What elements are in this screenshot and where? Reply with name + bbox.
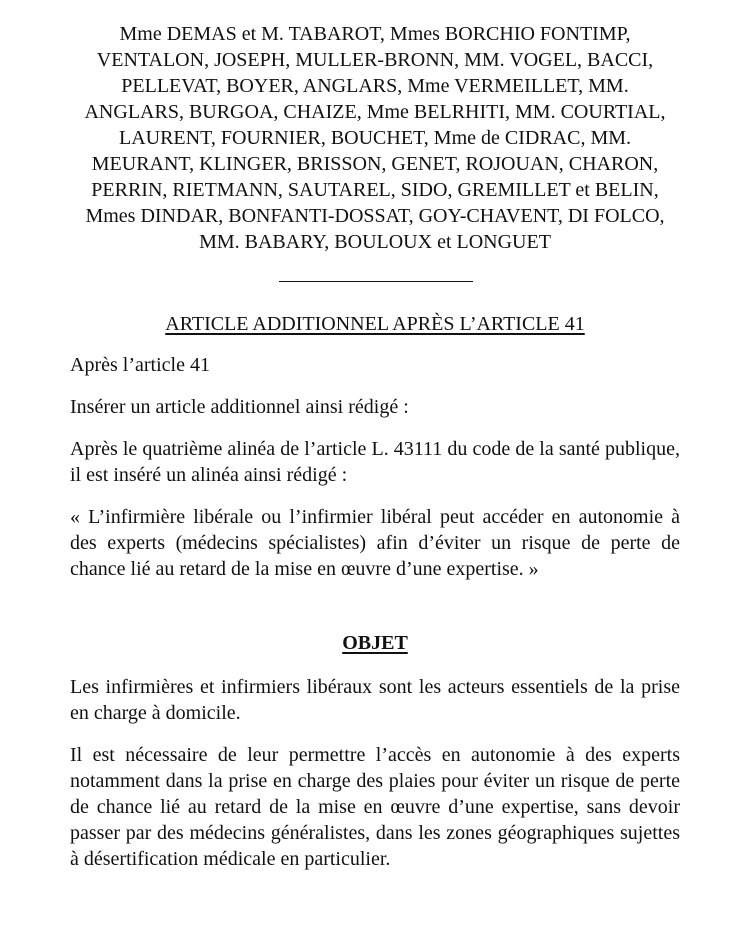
authors-line: ANGLARS, BURGOA, CHAIZE, Mme BELRHITI, MM. COURTIAL,	[84, 101, 666, 123]
objet-paragraph: Les infirmières et infirmiers libéraux sont les acteurs essentiels de la prise en charge à domicile.	[70, 676, 680, 724]
authors-line: Mme DEMAS et M. TABAROT, Mmes BORCHIO FONTIMP,	[119, 23, 631, 45]
objet-paragraph: Il est nécessaire de leur permettre l’accès en autonomie à des experts notamment dans la prise en charge des plaies pour éviter un risque de perte de chance lié au retard de la mise en œuvre d’une expertise, sans devoir passer par des médecins généralistes, dans les zones géographiques sujettes à désertification médicale en particulier.	[70, 744, 680, 870]
authors-line: LAURENT, FOURNIER, BOUCHET, Mme de CIDRAC, MM.	[118, 127, 632, 149]
paragraph: Après l’article 41	[70, 354, 210, 376]
authors-block	[0, 21, 750, 255]
separator-rule	[279, 281, 473, 282]
paragraph: « L’infirmière libérale ou l’infirmier libéral peut accéder en autonomie à des experts (médecins spécialistes) afin d’éviter un risque de perte de chance lié au retard de la mise en œuvre d’une expertise. »	[70, 506, 680, 580]
authors-line: VENTALON, JOSEPH, MULLER-BRONN, MM. VOGEL, BACCI,	[96, 49, 654, 71]
paragraph: Après le quatrième alinéa de l’article L. 43111 du code de la santé publique, il est inséré un alinéa ainsi rédigé :	[70, 438, 680, 486]
authors-line: Mmes DINDAR, BONFANTI-DOSSAT, GOY-CHAVENT, DI FOLCO,	[85, 205, 665, 227]
paragraph: Insérer un article additionnel ainsi rédigé :	[70, 396, 409, 418]
authors-line: MEURANT, KLINGER, BRISSON, GENET, ROJOUAN, CHARON,	[91, 153, 659, 175]
authors-line: PERRIN, RIETMANN, SAUTAREL, SIDO, GREMILLET et BELIN,	[91, 179, 659, 201]
authors-line: MM. BABARY, BOULOUX et LONGUET	[199, 231, 551, 253]
article-heading: ARTICLE ADDITIONNEL APRÈS L’ARTICLE 41	[165, 313, 585, 335]
authors-line: PELLEVAT, BOYER, ANGLARS, Mme VERMEILLET, MM.	[121, 75, 629, 97]
document-body	[70, 352, 680, 888]
objet-heading: OBJET	[342, 632, 408, 654]
